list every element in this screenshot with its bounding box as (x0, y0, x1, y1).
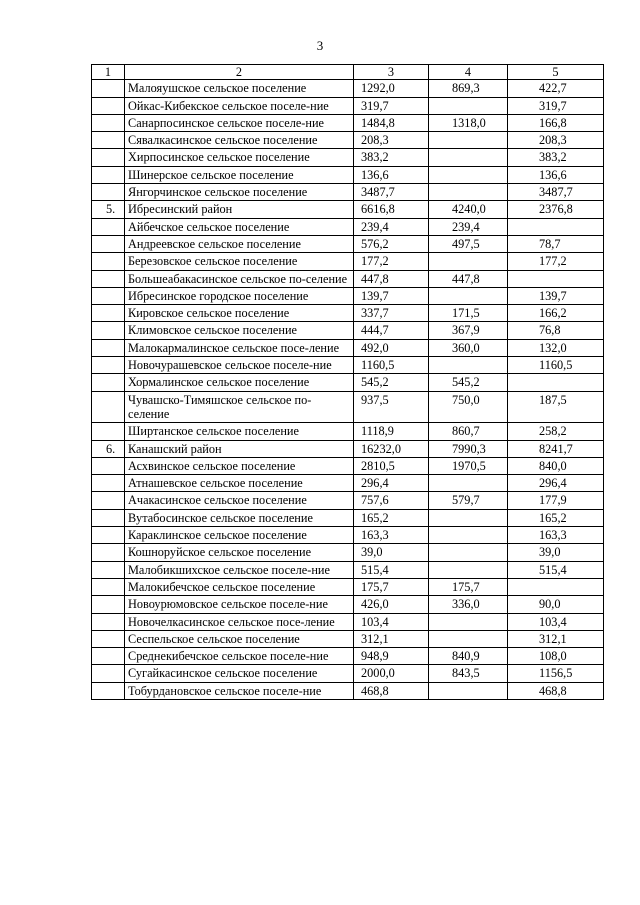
value-col-4: 869,3 (429, 80, 508, 97)
value-col-4 (429, 253, 508, 270)
row-number (92, 544, 125, 561)
settlement-name: Канашский район (125, 440, 354, 457)
row-number (92, 527, 125, 544)
value-col-5: 177,9 (508, 492, 604, 509)
value-col-5: 515,4 (508, 561, 604, 578)
value-col-5: 90,0 (508, 596, 604, 613)
row-number (92, 492, 125, 509)
value-col-3: 16232,0 (354, 440, 429, 457)
settlement-name: Чувашско-Тимяшское сельское по-селение (125, 391, 354, 423)
settlement-name: Вутабосинское сельское поселение (125, 509, 354, 526)
value-col-3: 1160,5 (354, 357, 429, 374)
table-row (92, 457, 604, 474)
value-col-3: 163,3 (354, 527, 429, 544)
value-col-3: 576,2 (354, 235, 429, 252)
value-col-3: 426,0 (354, 596, 429, 613)
value-col-3: 165,2 (354, 509, 429, 526)
district-row (92, 440, 604, 457)
row-number (92, 682, 125, 699)
settlement-name: Санарпосинское сельское поселе-ние (125, 114, 354, 131)
value-col-3: 6616,8 (354, 201, 429, 218)
value-col-3: 39,0 (354, 544, 429, 561)
value-col-3: 337,7 (354, 305, 429, 322)
value-col-5: 177,2 (508, 253, 604, 270)
value-col-4 (429, 166, 508, 183)
value-col-4: 843,5 (429, 665, 508, 682)
settlement-name: Караклинское сельское поселение (125, 527, 354, 544)
value-col-5: 2376,8 (508, 201, 604, 218)
table-row (92, 235, 604, 252)
row-number (92, 665, 125, 682)
settlement-name: Атнашевское сельское поселение (125, 475, 354, 492)
table-row (92, 114, 604, 131)
value-col-3: 208,3 (354, 132, 429, 149)
value-col-3: 1484,8 (354, 114, 429, 131)
settlement-name: Ибресинский район (125, 201, 354, 218)
value-col-4: 175,7 (429, 578, 508, 595)
settlement-name: Хирпосинское сельское поселение (125, 149, 354, 166)
value-col-4: 171,5 (429, 305, 508, 322)
value-col-4 (429, 630, 508, 647)
value-col-5: 1160,5 (508, 357, 604, 374)
row-number (92, 613, 125, 630)
value-col-4: 4240,0 (429, 201, 508, 218)
value-col-5: 187,5 (508, 391, 604, 423)
value-col-5: 840,0 (508, 457, 604, 474)
value-col-4: 1970,5 (429, 457, 508, 474)
table-row (92, 357, 604, 374)
district-row (92, 201, 604, 218)
table-row (92, 492, 604, 509)
row-number (92, 475, 125, 492)
value-col-3: 103,4 (354, 613, 429, 630)
settlement-name: Березовское сельское поселение (125, 253, 354, 270)
settlement-name: Шинерское сельское поселение (125, 166, 354, 183)
table-row (92, 218, 604, 235)
value-col-4: 7990,3 (429, 440, 508, 457)
table-row (92, 339, 604, 356)
value-col-5: 166,2 (508, 305, 604, 322)
value-col-4: 239,4 (429, 218, 508, 235)
value-col-4 (429, 97, 508, 114)
row-number (92, 561, 125, 578)
table-row (92, 322, 604, 339)
value-col-3: 3487,7 (354, 184, 429, 201)
table-row (92, 613, 604, 630)
value-col-3: 175,7 (354, 578, 429, 595)
row-number (92, 509, 125, 526)
budget-table (91, 64, 604, 700)
settlement-name: Сугайкасинское сельское поселение (125, 665, 354, 682)
row-number (92, 648, 125, 665)
header-col-5: 5 (508, 65, 604, 80)
value-col-5: 8241,7 (508, 440, 604, 457)
value-col-5: 78,7 (508, 235, 604, 252)
table-row (92, 305, 604, 322)
table-row (92, 630, 604, 647)
value-col-4 (429, 149, 508, 166)
value-col-5: 1156,5 (508, 665, 604, 682)
value-col-4: 750,0 (429, 391, 508, 423)
settlement-name: Ибресинское городское поселение (125, 287, 354, 304)
table-row (92, 270, 604, 287)
settlement-name: Новочурашевское сельское поселе-ние (125, 357, 354, 374)
row-number: 5. (92, 201, 125, 218)
value-col-3: 312,1 (354, 630, 429, 647)
value-col-5: 319,7 (508, 97, 604, 114)
table-row (92, 253, 604, 270)
value-col-3: 937,5 (354, 391, 429, 423)
table-row (92, 527, 604, 544)
row-number (92, 184, 125, 201)
table-row (92, 682, 604, 699)
value-col-5: 422,7 (508, 80, 604, 97)
value-col-3: 2000,0 (354, 665, 429, 682)
value-col-5: 296,4 (508, 475, 604, 492)
table-row (92, 149, 604, 166)
table-row (92, 166, 604, 183)
value-col-3: 139,7 (354, 287, 429, 304)
value-col-3: 239,4 (354, 218, 429, 235)
value-col-4 (429, 561, 508, 578)
value-col-5: 132,0 (508, 339, 604, 356)
value-col-3: 177,2 (354, 253, 429, 270)
settlement-name: Новоурюмовское сельское поселе-ние (125, 596, 354, 613)
row-number (92, 270, 125, 287)
settlement-name: Малокармалинское сельское посе-ление (125, 339, 354, 356)
value-col-4: 447,8 (429, 270, 508, 287)
value-col-3: 447,8 (354, 270, 429, 287)
settlement-name: Янгорчинское сельское поселение (125, 184, 354, 201)
value-col-5: 139,7 (508, 287, 604, 304)
table-row (92, 596, 604, 613)
settlement-name: Малояушское сельское поселение (125, 80, 354, 97)
table-row (92, 578, 604, 595)
row-number (92, 578, 125, 595)
value-col-5: 103,4 (508, 613, 604, 630)
row-number (92, 114, 125, 131)
settlement-name: Климовское сельское поселение (125, 322, 354, 339)
settlement-name: Айбечское сельское поселение (125, 218, 354, 235)
value-col-5 (508, 374, 604, 391)
row-number (92, 391, 125, 423)
value-col-3: 1118,9 (354, 423, 429, 440)
value-col-4 (429, 475, 508, 492)
value-col-3: 383,2 (354, 149, 429, 166)
row-number (92, 97, 125, 114)
row-number (92, 132, 125, 149)
value-col-5: 468,8 (508, 682, 604, 699)
table-row (92, 184, 604, 201)
row-number (92, 357, 125, 374)
settlement-name: Хормалинское сельское поселение (125, 374, 354, 391)
value-col-3: 545,2 (354, 374, 429, 391)
table-row (92, 287, 604, 304)
value-col-3: 515,4 (354, 561, 429, 578)
table-row (92, 391, 604, 423)
value-col-3: 319,7 (354, 97, 429, 114)
value-col-4: 360,0 (429, 339, 508, 356)
settlement-name: Сявалкасинское сельское поселение (125, 132, 354, 149)
value-col-5: 383,2 (508, 149, 604, 166)
value-col-5: 165,2 (508, 509, 604, 526)
table-row (92, 475, 604, 492)
row-number (92, 596, 125, 613)
table-row (92, 423, 604, 440)
settlement-name: Ширтанское сельское поселение (125, 423, 354, 440)
value-col-3: 296,4 (354, 475, 429, 492)
row-number (92, 253, 125, 270)
value-col-5 (508, 578, 604, 595)
settlement-name: Среднекибечское сельское поселе-ние (125, 648, 354, 665)
settlement-name: Сеспельское сельское поселение (125, 630, 354, 647)
row-number (92, 322, 125, 339)
table-row (92, 544, 604, 561)
value-col-5: 3487,7 (508, 184, 604, 201)
value-col-4 (429, 132, 508, 149)
value-col-4 (429, 357, 508, 374)
value-col-3: 136,6 (354, 166, 429, 183)
row-number (92, 149, 125, 166)
settlement-name: Кировское сельское поселение (125, 305, 354, 322)
row-number (92, 630, 125, 647)
table-row (92, 80, 604, 97)
value-col-5 (508, 270, 604, 287)
header-col-3: 3 (354, 65, 429, 80)
value-col-3: 2810,5 (354, 457, 429, 474)
value-col-4: 367,9 (429, 322, 508, 339)
value-col-4 (429, 184, 508, 201)
value-col-4: 840,9 (429, 648, 508, 665)
value-col-3: 1292,0 (354, 80, 429, 97)
settlement-name: Новочелкасинское сельское посе-ление (125, 613, 354, 630)
value-col-5: 163,3 (508, 527, 604, 544)
value-col-3: 468,8 (354, 682, 429, 699)
row-number (92, 218, 125, 235)
table-row (92, 561, 604, 578)
row-number (92, 423, 125, 440)
value-col-4: 497,5 (429, 235, 508, 252)
settlement-name: Асхвинское сельское поселение (125, 457, 354, 474)
value-col-4 (429, 613, 508, 630)
value-col-5: 76,8 (508, 322, 604, 339)
value-col-5: 166,8 (508, 114, 604, 131)
row-number (92, 235, 125, 252)
value-col-4: 545,2 (429, 374, 508, 391)
value-col-4: 1318,0 (429, 114, 508, 131)
settlement-name: Малобикшихское сельское поселе-ние (125, 561, 354, 578)
value-col-5: 108,0 (508, 648, 604, 665)
header-col-4: 4 (429, 65, 508, 80)
value-col-4 (429, 682, 508, 699)
value-col-3: 444,7 (354, 322, 429, 339)
row-number (92, 457, 125, 474)
value-col-4: 336,0 (429, 596, 508, 613)
value-col-4: 860,7 (429, 423, 508, 440)
value-col-4 (429, 287, 508, 304)
header-col-2: 2 (125, 65, 354, 80)
table-row (92, 97, 604, 114)
value-col-5: 136,6 (508, 166, 604, 183)
value-col-4 (429, 527, 508, 544)
settlement-name: Малокибечское сельское поселение (125, 578, 354, 595)
row-number (92, 305, 125, 322)
value-col-5: 39,0 (508, 544, 604, 561)
value-col-3: 757,6 (354, 492, 429, 509)
header-col-1: 1 (92, 65, 125, 80)
settlement-name: Ачакасинское сельское поселение (125, 492, 354, 509)
settlement-name: Тобурдановское сельское поселе-ние (125, 682, 354, 699)
value-col-5: 258,2 (508, 423, 604, 440)
value-col-5: 312,1 (508, 630, 604, 647)
row-number (92, 374, 125, 391)
settlement-name: Ойкас-Кибекское сельское поселе-ние (125, 97, 354, 114)
page-number: 3 (316, 38, 324, 53)
value-col-3: 948,9 (354, 648, 429, 665)
row-number (92, 339, 125, 356)
table-row (92, 648, 604, 665)
table-row (92, 509, 604, 526)
settlement-name: Андреевское сельское поселение (125, 235, 354, 252)
value-col-5: 208,3 (508, 132, 604, 149)
row-number (92, 287, 125, 304)
row-number (92, 80, 125, 97)
table-row (92, 132, 604, 149)
value-col-4 (429, 544, 508, 561)
row-number (92, 166, 125, 183)
row-number: 6. (92, 440, 125, 457)
table-row (92, 374, 604, 391)
value-col-4 (429, 509, 508, 526)
value-col-4: 579,7 (429, 492, 508, 509)
value-col-5 (508, 218, 604, 235)
settlement-name: Кошноруйское сельское поселение (125, 544, 354, 561)
table-header-row (92, 65, 604, 80)
value-col-3: 492,0 (354, 339, 429, 356)
settlement-name: Большеабакасинское сельское по-селение (125, 270, 354, 287)
table-row (92, 665, 604, 682)
